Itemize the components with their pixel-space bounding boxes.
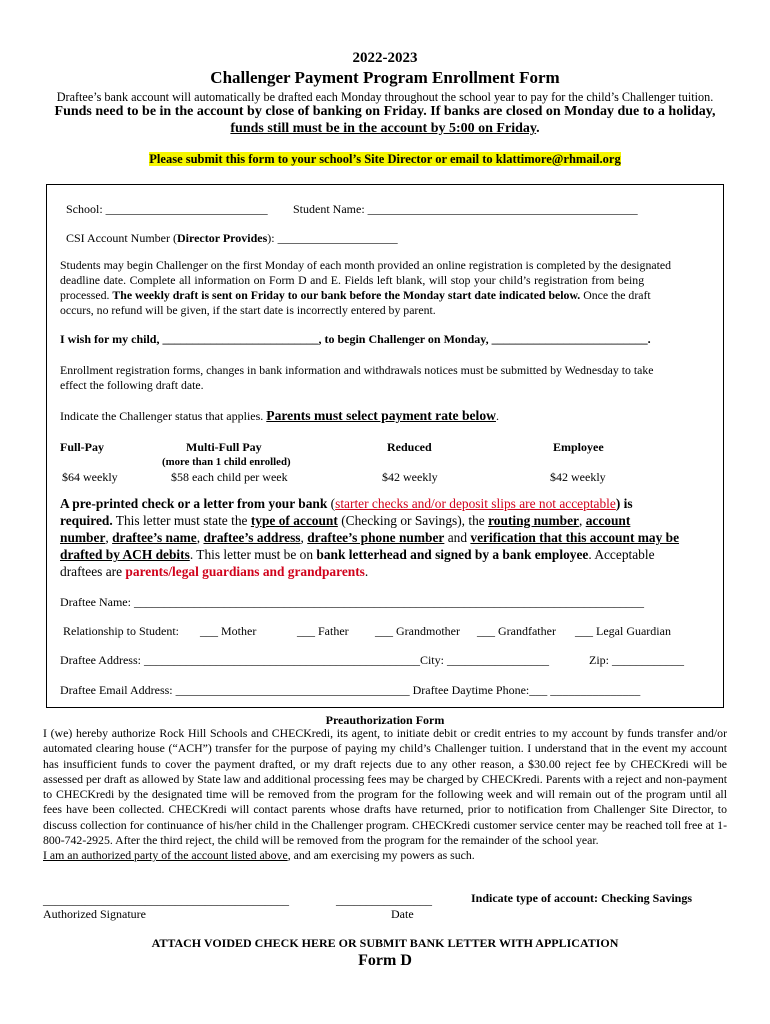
weekly-draft-notice: The weekly draft is sent on Friday to our bank before the Monday start date indicated below. xyxy=(112,288,581,302)
relationship-label: Relationship to Student: xyxy=(63,624,179,638)
start-date-field[interactable]: I wish for my child, __________________________, to begin Challenger on Monday, __________________________. xyxy=(60,332,651,346)
funds-deadline-line1: Funds need to be in the account by close of banking on Friday. If banks are closed on Monday due to a holiday, xyxy=(54,104,716,119)
check-requirement-line: A pre-printed check or a letter from your bank (starter checks and/or deposit slips are not acceptable) is xyxy=(60,496,633,511)
funds-deadline-line2: funds still must be in the account by 5:00 on Friday. xyxy=(230,121,540,136)
funds-deadline-underlined: funds still must be in the account by 5:00 on Friday xyxy=(230,121,537,136)
student-name-field[interactable]: Student Name: _____________________________________________ xyxy=(293,202,638,216)
rate-option-label[interactable]: Full-Pay xyxy=(60,440,104,454)
form-identifier: Form D xyxy=(358,952,412,969)
status-prompt: Indicate the Challenger status that applies. Parents must select payment rate below. xyxy=(60,408,499,423)
check-requirement-line: draftees are parents/legal guardians and grandparents. xyxy=(60,564,369,579)
form-title: Challenger Payment Program Enrollment Form xyxy=(210,68,560,87)
relationship-mother-option[interactable]: ___ Mother xyxy=(200,624,257,638)
payment-rate-emphasis: Parents must select payment rate below xyxy=(266,408,496,423)
rate-option-amount: $42 weekly xyxy=(382,470,438,484)
enrollment-notice-line: Enrollment registration forms, changes in bank information and withdrawals notices must be submitted by Wednesday to take xyxy=(60,363,654,377)
school-field[interactable]: School: ___________________________ xyxy=(66,202,268,216)
rate-option-note: (more than 1 child enrolled) xyxy=(162,456,291,468)
instructions-line: processed. The weekly draft is sent on Friday to our bank before the Monday start date indicated below. Once the draft xyxy=(60,288,651,302)
rate-option-label[interactable]: Employee xyxy=(553,440,604,454)
account-type-prompt[interactable]: Indicate type of account: Checking Savings xyxy=(471,891,693,905)
school-year: 2022-2023 xyxy=(352,50,418,66)
submit-notice-highlight: Please submit this form to your school’s Site Director or email to klattimore@rhmail.org xyxy=(149,152,621,166)
acceptable-draftees: parents/legal guardians and grandparents xyxy=(125,564,365,579)
rate-option-amount: $64 weekly xyxy=(62,470,118,484)
preauthorization-title: Preauthorization Form xyxy=(325,713,445,727)
date-line[interactable]: ________________ xyxy=(336,893,432,907)
draft-description: Draftee’s bank account will automatically be drafted each Monday throughout the school year to pay for the child’s Challenger tuition. xyxy=(56,90,714,104)
enrollment-notice-line: effect the following draft date. xyxy=(60,378,204,392)
check-requirement-line: number, draftee’s name, draftee’s address, draftee’s phone number and verification that this account may be xyxy=(60,530,680,545)
instructions-line: deadline date. Complete all information on Form D and E. Fields left blank, will stop your child’s registration from being xyxy=(60,273,645,287)
csi-account-field[interactable]: CSI Account Number (Director Provides): ____________________ xyxy=(66,231,398,245)
rate-option-label[interactable]: Reduced xyxy=(387,440,432,454)
director-provides-label: Director Provides xyxy=(176,231,268,245)
preauthorization-body: I (we) hereby authorize Rock Hill Schools and CHECKredi, its agent, to initiate debit or credit entries to my account by funds transfer and/or automated clearing house (“ACH”) transfer for the purpose of paying my child’s Challenger tuition. I understand that in the event my account has insufficient funds to cover the payment drafted, or my draft rejects due to any other reason, a $30.00 reject fee by CHECKredi will be assessed per draft as allowed by State law and additional processing fees may be charged by CHECKredi. Parents with a reject and non-payment to CHECKredi by the designated time will be removed from the program for the following week and will remain out of the program until all fees have been collected. CHECKredi will contact parents whose drafts have returned, prior to notification from Challenger Site Director, to discuss collection for continuance of his/her child in the Challenger program. CHECKredi customer service center may be reached toll free at 1-800-742-2925. After the third reject, the child will be removed from the program for the remainder of the school year. I am an authorized party of the account listed above, and am exercising my powers as such. xyxy=(43,726,727,863)
check-requirement-line: required. This letter must state the type of account (Checking or Savings), the routing number, account xyxy=(60,513,631,528)
draftee-address-field[interactable]: Draftee Address: ______________________________________________City: _________________ xyxy=(60,653,549,667)
relationship-father-option[interactable]: ___ Father xyxy=(297,624,349,638)
attach-check-notice: ATTACH VOIDED CHECK HERE OR SUBMIT BANK LETTER WITH APPLICATION xyxy=(151,936,619,950)
relationship-guardian-option[interactable]: ___ Legal Guardian xyxy=(575,624,671,638)
rate-option-amount: $42 weekly xyxy=(550,470,606,484)
draftee-name-field[interactable]: Draftee Name: _____________________________________________________________________________________ xyxy=(60,595,644,609)
signature-label: Authorized Signature xyxy=(43,907,146,921)
check-requirement-line: drafted by ACH debits. This letter must be on bank letterhead and signed by a bank employee. Acceptable xyxy=(60,547,655,562)
rate-option-label[interactable]: Multi-Full Pay xyxy=(186,440,262,454)
signature-line[interactable]: _________________________________________ xyxy=(43,893,289,907)
draftee-zip-field[interactable]: Zip: ____________ xyxy=(589,653,684,667)
instructions-line: occurs, no refund will be given, if the start date is incorrectly entered by parent. xyxy=(60,303,436,317)
date-label: Date xyxy=(391,907,414,921)
submit-notice xyxy=(0,152,770,167)
rate-option-amount: $58 each child per week xyxy=(171,470,288,484)
relationship-grandmother-option[interactable]: ___ Grandmother xyxy=(375,624,460,638)
relationship-grandfather-option[interactable]: ___ Grandfather xyxy=(477,624,556,638)
not-acceptable-note: starter checks and/or deposit slips are not acceptable xyxy=(335,496,616,511)
instructions-line: Students may begin Challenger on the first Monday of each month provided an online registration is completed by the designated xyxy=(60,258,672,272)
draftee-email-phone-field[interactable]: Draftee Email Address: _______________________________________ Draftee Daytime Phone:___ _______________ xyxy=(60,683,641,697)
authorized-party-statement: I am an authorized party of the account listed above xyxy=(43,848,288,863)
